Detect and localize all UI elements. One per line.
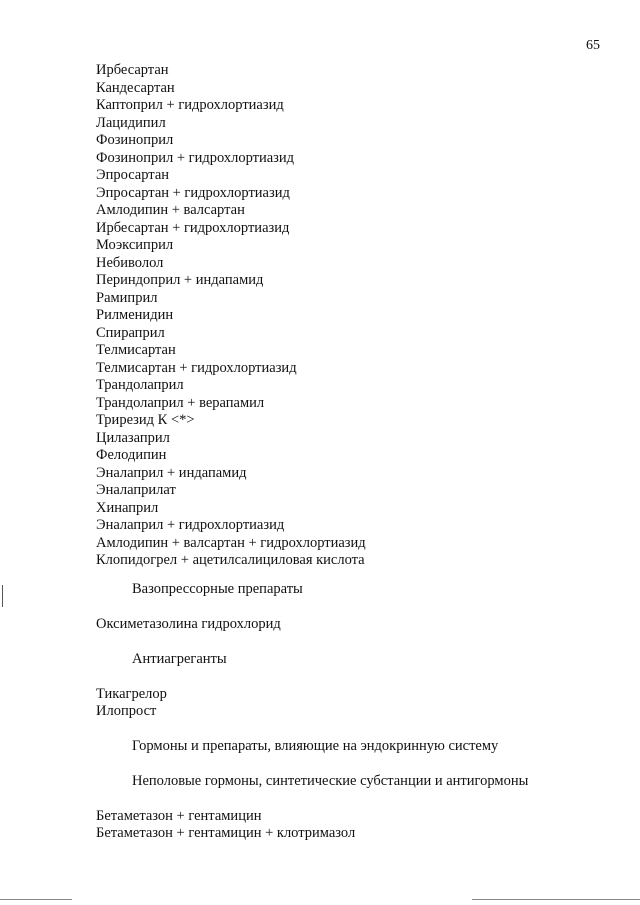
drug-list-item: Кандесартан (96, 79, 175, 96)
drug-list-item: Фозиноприл (96, 132, 174, 148)
drug-list-item: Эпросартан (96, 167, 170, 183)
drug-list (96, 62, 366, 570)
drug-list-item: Моэксиприл (96, 237, 174, 253)
margin-mark (2, 585, 3, 607)
drug-list-item: Хинаприл (96, 499, 159, 516)
heading-antiaggregants: Антиагреганты (132, 651, 227, 667)
drug-list-item: Трандолаприл (96, 377, 184, 393)
page-number: 65 (586, 38, 600, 53)
drug-list-item: Телмисартан (96, 342, 176, 358)
list-item-vasopressor: Оксиметазолина гидрохлорид (96, 616, 281, 632)
drug-list-item: Ирбесартан + гидрохлортиазид (96, 219, 290, 236)
drug-list-item: Цилазаприл (96, 429, 170, 446)
drug-list-item: Ирбесартан (96, 62, 169, 78)
drug-list-item: Небиволол (96, 254, 164, 271)
list-item-hormone: Бетаметазон + гентамицин (96, 808, 262, 824)
drug-list-item: Эналаприл + гидрохлортиазид (96, 517, 285, 533)
drug-list-item: Эналаприл + индапамид (96, 464, 247, 481)
drug-list-item: Амлодипин + валсартан + гидрохлортиазид (96, 534, 366, 551)
drug-list-item: Клопидогрел + ацетилсалициловая кислота (96, 552, 365, 568)
footer-divider-right (472, 899, 640, 900)
drug-list-item: Трирезид К <*> (96, 412, 195, 428)
list-item-antiaggregant: Илопрост (96, 703, 157, 719)
drug-list-item: Рилменидин (96, 307, 174, 323)
heading-hormones: Гормоны и препараты, влияющие на эндокринную систему (132, 738, 499, 754)
drug-list-item: Лацидипил (96, 114, 166, 131)
drug-list-item: Эналаприлат (96, 482, 176, 498)
drug-list-item: Каптоприл + гидрохлортиазид (96, 97, 284, 113)
drug-list-item: Трандолаприл + верапамил (96, 394, 265, 411)
heading-vasopressor: Вазопрессорные препараты (132, 581, 303, 597)
drug-list-item: Фелодипин (96, 447, 167, 463)
drug-list-item: Периндоприл + индапамид (96, 272, 264, 288)
footer-divider-left (0, 899, 72, 900)
drug-list-item: Амлодипин + валсартан (96, 202, 245, 218)
drug-list-item: Спираприл (96, 324, 165, 341)
drug-list-item: Эпросартан + гидрохлортиазид (96, 184, 290, 201)
list-item-antiaggregant: Тикагрелор (96, 686, 167, 702)
heading-nonsex-hormones: Неполовые гормоны, синтетические субстанции и антигормоны (132, 773, 529, 789)
drug-list-item: Рамиприл (96, 289, 158, 306)
drug-list-item: Телмисартан + гидрохлортиазид (96, 359, 297, 376)
drug-list-item: Фозиноприл + гидрохлортиазид (96, 149, 295, 166)
list-item-hormone: Бетаметазон + гентамицин + клотримазол (96, 825, 356, 841)
